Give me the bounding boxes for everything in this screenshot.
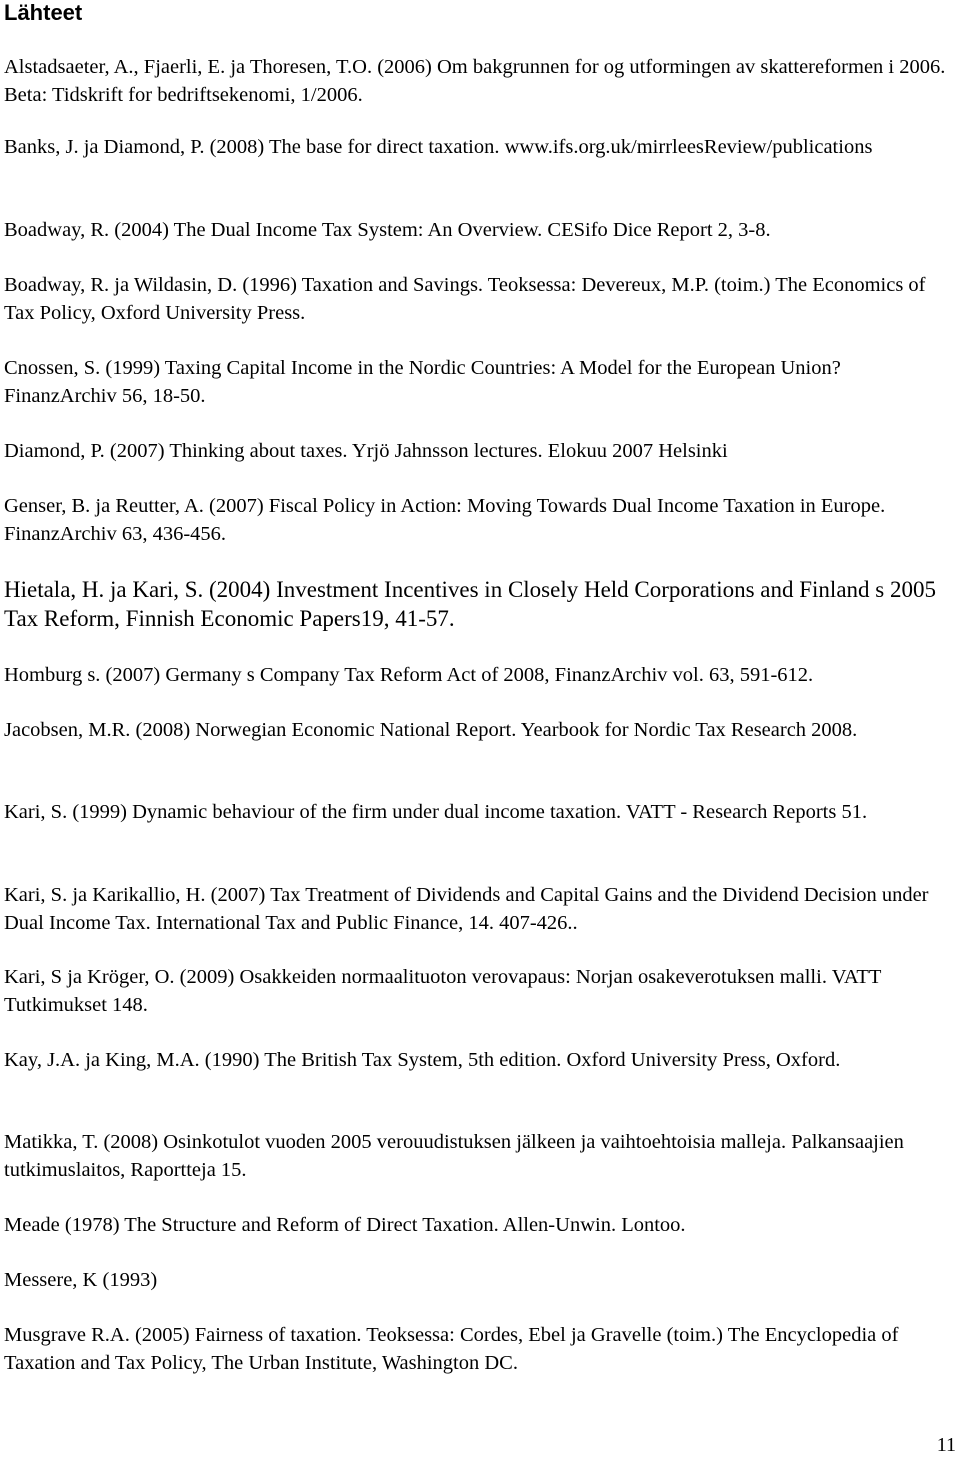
reference-alstadsaeter: Alstadsaeter, A., Fjaerli, E. ja Thoresen, T.O. (2006) Om bakgrunnen for og utformingen av skattereformen i 2006. Beta: Tidskrift for bedriftsekenomi, 1/2006. — [4, 56, 946, 106]
reference-diamond: Diamond, P. (2007) Thinking about taxes. Yrjö Jahnsson lectures. Elokuu 2007 Helsinki — [4, 440, 728, 462]
reference-cnossen: Cnossen, S. (1999) Taxing Capital Income in the Nordic Countries: A Model for the European Union? FinanzArchiv 56, 18-50. — [4, 357, 841, 407]
reference-kari-1999: Kari, S. (1999) Dynamic behaviour of the firm under dual income taxation. VATT - Research Reports 51. — [4, 801, 868, 823]
reference-messere: Messere, K (1993) — [4, 1269, 158, 1291]
reference-musgrave: Musgrave R.A. (2005) Fairness of taxation. Teoksessa: Cordes, Ebel ja Gravelle (toim.) The Encyclopedia of Taxation and Tax Policy, The Urban Institute, Washington DC. — [4, 1324, 899, 1374]
reference-matikka: Matikka, T. (2008) Osinkotulot vuoden 2005 verouudistuksen jälkeen ja vaihtoehtoisia malleja. Palkansaajien tutkimuslaitos, Raportteja 15. — [4, 1131, 904, 1181]
reference-homburg: Homburg s. (2007) Germany s Company Tax Reform Act of 2008, FinanzArchiv vol. 63, 591-612. — [4, 664, 814, 686]
reference-boadway-1996: Boadway, R. ja Wildasin, D. (1996) Taxation and Savings. Teoksessa: Devereux, M.P. (toim.) The Economics of Tax Policy, Oxford University Press. — [4, 274, 926, 324]
reference-hietala: Hietala, H. ja Kari, S. (2004) Investment Incentives in Closely Held Corporations and Finland s 2005 Tax Reform, Finnish Economic Papers19, 41-57. — [4, 577, 936, 631]
reference-kay-king: Kay, J.A. ja King, M.A. (1990) The British Tax System, 5th edition. Oxford University Press, Oxford. — [4, 1049, 841, 1071]
page-heading: Lähteet — [4, 0, 83, 25]
page-number: 11 — [936, 1434, 956, 1456]
reference-kari-karikallio: Kari, S. ja Karikallio, H. (2007) Tax Treatment of Dividends and Capital Gains and the Dividend Decision under Dual Income Tax. International Tax and Public Finance, 14. 407-426.. — [4, 884, 929, 934]
reference-kari-kroger: Kari, S ja Kröger, O. (2009) Osakkeiden normaalituoton verovapaus: Norjan osakeverotuksen malli. VATT Tutkimukset 148. — [4, 966, 882, 1016]
reference-boadway-2004: Boadway, R. (2004) The Dual Income Tax System: An Overview. CESifo Dice Report 2, 3-8. — [4, 219, 771, 241]
reference-banks: Banks, J. ja Diamond, P. (2008) The base for direct taxation. www.ifs.org.uk/mirrleesReview/publications — [4, 136, 873, 158]
reference-jacobsen: Jacobsen, M.R. (2008) Norwegian Economic National Report. Yearbook for Nordic Tax Research 2008. — [4, 719, 858, 741]
reference-meade: Meade (1978) The Structure and Reform of Direct Taxation. Allen-Unwin. Lontoo. — [4, 1214, 686, 1236]
reference-genser: Genser, B. ja Reutter, A. (2007) Fiscal Policy in Action: Moving Towards Dual Income Taxation in Europe. FinanzArchiv 63, 436-456. — [4, 495, 886, 545]
